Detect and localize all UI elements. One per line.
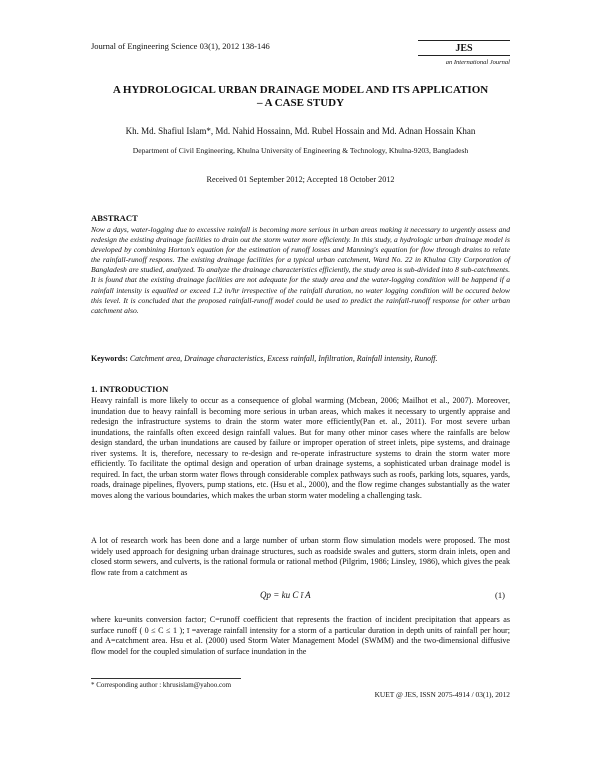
section-heading-introduction: 1. INTRODUCTION xyxy=(91,384,169,394)
paper-title xyxy=(91,84,510,110)
title-line-1: A HYDROLOGICAL URBAN DRAINAGE MODEL AND ITS APPLICATION xyxy=(112,84,489,96)
journal-reference: Journal of Engineering Science 03(1), 2012 138-146 xyxy=(91,41,270,51)
footnote-corresponding-author: * Corresponding author : khrusislam@yahoo.com xyxy=(91,681,232,689)
jes-logo-box xyxy=(418,40,510,66)
keywords-label: Keywords: xyxy=(91,354,128,363)
jes-label: JES xyxy=(418,40,510,56)
title-line-2: – A CASE STUDY xyxy=(256,97,345,109)
intro-paragraph-2: A lot of research work has been done and a large number of urban storm flow simulation models were proposed. The most widely used approach for designing urban drainage structures, such as roadside swales and gutters, storm drain inlets, open and closed storm sewers, and culverts, is the rational formula or rational method (Pilgrim, 1986; Linsley, 1986), which gives the peak flow rate from a catchment as xyxy=(91,536,510,577)
page-footer: KUET @ JES, ISSN 2075-4914 / 03(1), 2012 xyxy=(374,690,510,699)
affiliation: Department of Civil Engineering, Khulna University of Engineering & Technology, Khulna-9203, Bangladesh xyxy=(132,146,469,155)
intro-paragraph-1: Heavy rainfall is more likely to occur as a consequence of global warming (Mcbean, 2006; Mailhot et al., 2007). Moreover, inundation due to heavy rainfall is becoming more serious in urban areas, which makes it necessary to urgently appraise and redesign the infrastructure systems to drain the storm water more efficiently(Pan et. al., 2011). For most severe urban inundations, the rainfalls often exceed design rainfall values. But for many other minor cases where the rainfalls are below design standard, the urban inundations are caused by failure or improper operation of street inlets, pipe systems, and drainage river systems. It is, therefore, necessary to re-design and re-operate infrastructure systems to drain the storm water more efficiently. To facilitate the optimal design and operation of urban drainage systems, a sophisticated urban drainage model is required. In fact, the urban storm water flows through considerable complex pathways such as roofs, parking lots, squares, yards, roads, drainage pipelines, flyovers, pump stations, etc. (Hsu et al., 2000), and the flow regime changes substantially as the water moves along the various boundaries, which makes the urban storm water modeling a challenging task. xyxy=(91,396,510,500)
received-dates: Received 01 September 2012; Accepted 18 October 2012 xyxy=(206,175,395,184)
intro-paragraph-3: where ku=units conversion factor; C=runoff coefficient that represents the fraction of incident precipitation that appears as surface runoff ( 0 ≤ C ≤ 1 ); ī =average rainfall intensity for a storm of a particular duration in depth units of rainfall per hour; and A=catchment area. Hsu et al. (2000) used Storm Water Management Model (SWMM) and the two-dimensional diffusive flow model for the coupled simulation of surface inundation in the xyxy=(91,615,510,656)
authors: Kh. Md. Shafiul Islam*, Md. Nahid Hossainn, Md. Rubel Hossain and Md. Adnan Hossain Khan xyxy=(125,126,476,136)
equation-number: (1) xyxy=(495,590,505,600)
jes-subtitle: an International Journal xyxy=(445,59,510,66)
keywords xyxy=(91,354,510,363)
abstract-text: Now a days, water-logging due to excessive rainfall is becoming more serious in urban areas making it necessary to urgently assess and redesign the existing drainage facilities to drain out the storm water more efficiently. In this study, a hydrologic urban drainage model is developed by combining Horton's equation for the estimation of runoff losses and Manning's equation for flow through drains to relate the rainfall-runoff respons. The existing drainage facilities for a typical urban catchment, Ward No. 22 in Khulna City Corporation of Bangladesh are studied, analyzed. To analyze the drainage characteristics efficiently, the study area is sub-divided into 8 sub-catchments. It is found that the existing drainage facilities are not adequate for the study area and the water-logging condition will be happend if a rainfall intensity is equalled or exceed 1.2 in/hr irrespective of the rainfall duration, no water logging condition will be occured below this level. It is concluded that the proposed rainfall-runoff model could be used to predict the rainfall-runoff response for other urban catchment also. xyxy=(91,225,510,315)
abstract-heading: ABSTRACT xyxy=(91,213,138,223)
keywords-text: Catchment area, Drainage characteristics, Excess rainfall, Infiltration, Rainfall intensity, Runoff. xyxy=(129,354,438,363)
equation-1: Qp = ku C ī A xyxy=(260,590,311,600)
footnote-divider xyxy=(91,678,241,679)
